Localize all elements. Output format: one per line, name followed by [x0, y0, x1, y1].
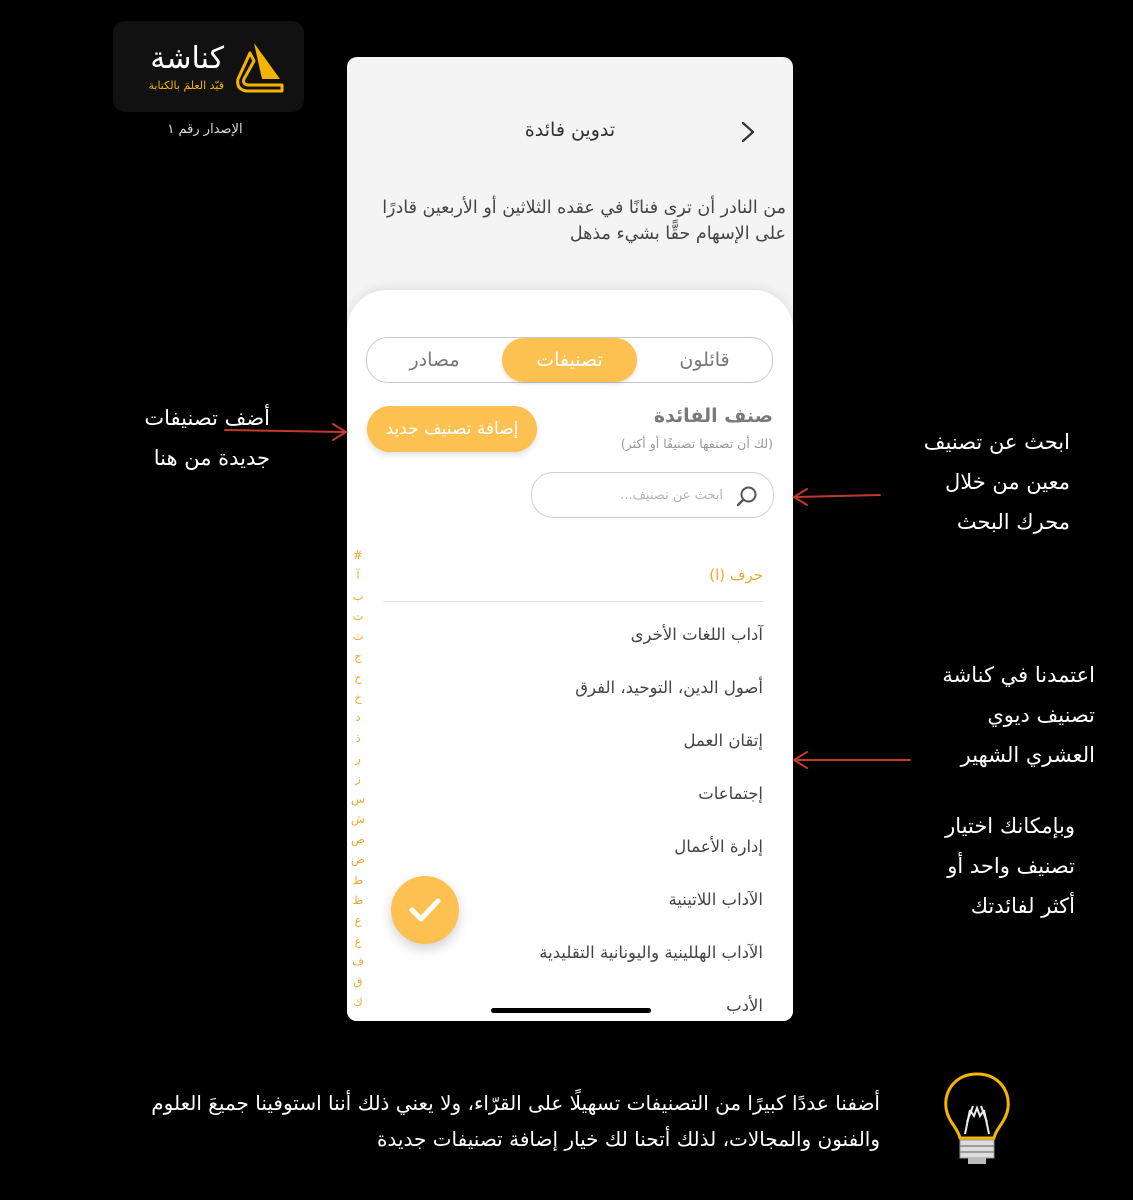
index-letter[interactable]: ز [355, 771, 361, 786]
index-letter[interactable]: ح [354, 669, 362, 684]
index-letter[interactable]: ض [351, 852, 365, 867]
version-label: الإصدار رقم ١ [167, 122, 243, 137]
category-hint: (لك أن تصنفها تصنيفًا أو أكثر) [620, 436, 773, 451]
index-letter[interactable]: ت [352, 608, 364, 623]
arrow-to-add-button [225, 430, 345, 432]
tab-sources[interactable]: مصادر [409, 349, 460, 371]
category-item[interactable]: إدارة الأعمال [674, 837, 763, 856]
tab-speakers[interactable]: قائلون [679, 349, 730, 371]
note-quote-text: من النادر أن ترى فنانًا في عقده الثلاثين أو الأربعين قادرًا على الإسهام حقًّا بشيء مذهل [382, 198, 786, 244]
index-letter[interactable]: ج [354, 649, 362, 664]
lightbulb-icon [940, 1070, 1014, 1170]
index-letter[interactable]: ذ [355, 730, 361, 745]
index-letter[interactable]: ق [353, 974, 363, 989]
brand-name: كناشة [150, 41, 224, 76]
category-heading: صنف الفائدة [653, 405, 773, 427]
index-letter[interactable]: ف [352, 953, 364, 968]
arrow-to-search [795, 495, 880, 497]
category-item[interactable]: الآداب الهللينية واليونانية التقليدية [539, 943, 763, 962]
index-letter[interactable]: ع [354, 913, 362, 928]
annotation-multi-select: وبإمكانك اختيار تصنيف واحد أو أكثر لفائدتك [945, 814, 1075, 918]
add-category-button[interactable]: إضافة تصنيف جديد [367, 406, 537, 452]
category-item[interactable]: آداب اللغات الأخرى [630, 625, 763, 644]
page-title: تدوين فائدة [524, 119, 616, 141]
index-letter[interactable]: ب [352, 588, 364, 603]
category-item[interactable]: الأدب [726, 996, 763, 1015]
category-item[interactable]: أصول الدين، التوحيد، الفرق [575, 678, 763, 697]
index-letter[interactable]: غ [354, 933, 362, 948]
index-letter[interactable]: آ [356, 568, 360, 583]
letter-section-header: حرف (ا) [709, 566, 763, 584]
annotation-search: ابحث عن تصنيف معين من خلال محرك البحث [923, 430, 1070, 534]
category-item[interactable]: إجتماعات [698, 784, 763, 803]
annotation-dewey: اعتمدنا في كناشة تصنيف ديوي العشري الشهير [942, 663, 1095, 767]
index-letter[interactable]: ر [355, 750, 361, 765]
index-letter[interactable]: ك [353, 994, 363, 1009]
index-letter[interactable]: خ [354, 690, 362, 705]
index-letter[interactable]: ص [351, 832, 365, 847]
index-letter[interactable]: # [353, 548, 363, 562]
index-letter[interactable]: ث [352, 629, 364, 644]
index-letter[interactable]: د [355, 710, 361, 725]
category-item[interactable]: الآداب اللاتينية [668, 890, 763, 909]
index-letter[interactable]: س [351, 791, 366, 806]
footer-text: أضفنا عددًا كبيرًا من التصنيفات تسهيلًا على القرّاء، ولا يعني ذلك أننا استوفينا جميعَ العلوم والفنون والمجالات، لذلك أتحنا لك خيار إضافة تصنيفات جديدة [151, 1091, 880, 1151]
brand-tagline: قيّد العلمَ بالكتابة [148, 79, 224, 92]
category-item[interactable]: إتقان العمل [683, 731, 763, 750]
tab-categories[interactable]: تصنيفات [502, 338, 637, 382]
index-letter[interactable]: ط [352, 872, 364, 887]
index-letter[interactable]: ظ [352, 893, 364, 908]
index-letter[interactable]: ش [351, 811, 366, 826]
annotation-add-categories: أضف تصنيفات جديدة من هنا [144, 406, 270, 470]
